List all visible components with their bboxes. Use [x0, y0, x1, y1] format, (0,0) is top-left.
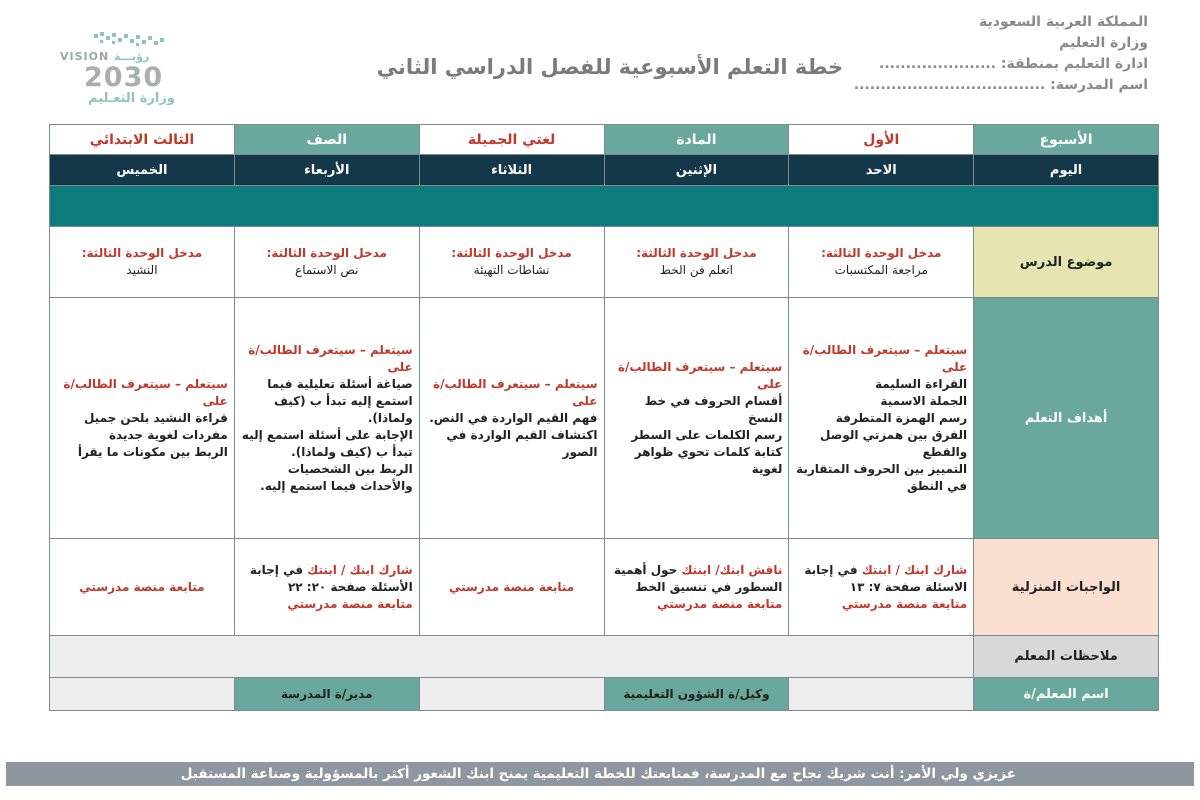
- ministry-name: وزارة التعليم: [1059, 35, 1148, 51]
- class-value: الثالث الابتدائي: [50, 125, 235, 155]
- principal-name-field[interactable]: [50, 678, 235, 711]
- homework-cell: متابعة منصة مدرستي: [50, 539, 235, 636]
- header-info: [818, 12, 1148, 96]
- teal-band: [50, 186, 1159, 227]
- logo-year-text: 2030: [84, 62, 164, 93]
- topic-label: موضوع الدرس: [974, 227, 1159, 298]
- homework-row: [50, 539, 1159, 636]
- objectives-label: أهداف التعلم: [974, 298, 1159, 539]
- day-tuesday: الثلاثاء: [419, 155, 604, 186]
- homework-label: الواجبات المنزلية: [974, 539, 1159, 636]
- homework-cell: ناقش ابنك/ ابنتك حول أهمية السطور في تنسيق الخط متابعة منصة مدرستي: [604, 539, 789, 636]
- weekly-plan-table: [49, 124, 1159, 711]
- info-row: [50, 125, 1159, 155]
- country-name: المملكة العربية السعودية: [979, 14, 1148, 30]
- objectives-row: [50, 298, 1159, 539]
- day-wednesday: الأربعاء: [234, 155, 419, 186]
- objectives-cell: سيتعلم – سيتعرف الطالب/ة على فهم القيم الواردة في النص. اكتشاف القيم الواردة في الصور: [419, 298, 604, 539]
- logo-ministry-text: وزارة التعـليم: [88, 91, 175, 106]
- objectives-cell: سيتعلم – سيتعرف الطالب/ة على صياغة أسئلة تعليلية فيما استمع إليه تبدأ ب (كيف ولماذا). الإجابة على أسئلة استمع إليه تبدأ ب (كيف ولماذا). الربط بين الشخصيات والأحداث فيما استمع إليه.: [234, 298, 419, 539]
- homework-cell: متابعة منصة مدرستي: [419, 539, 604, 636]
- objectives-cell: سيتعلم – سيتعرف الطالب/ة على أقسام الحروف في خط النسخ رسم الكلمات على السطر كتابة كلمات تحوي ظواهر لغوية: [604, 298, 789, 539]
- logo-vision-text: VISION رؤيـــة: [60, 50, 150, 63]
- affairs-label: وكيل/ة الشؤون التعليمية: [604, 678, 789, 711]
- homework-cell: شارك ابنك / ابنتك في إجابة الاسئلة صفحة ٧: ١٣ متابعة منصة مدرستي: [789, 539, 974, 636]
- day-sunday: الاحد: [789, 155, 974, 186]
- notes-field[interactable]: [50, 636, 974, 678]
- topic-cell: مدخل الوحدة الثالثة: اتعلم فن الخط: [604, 227, 789, 298]
- page-title: خطة التعلم الأسبوعية للفصل الدراسي الثاني: [376, 55, 844, 79]
- teacher-name-field[interactable]: [789, 678, 974, 711]
- topic-cell: مدخل الوحدة الثالثة: النشيد: [50, 227, 235, 298]
- notes-row: [50, 636, 1159, 678]
- affairs-name-field[interactable]: [419, 678, 604, 711]
- topic-cell: مدخل الوحدة الثالثة: نشاطات التهيئة: [419, 227, 604, 298]
- homework-cell: شارك ابنك / ابنتك في إجابة الأسئلة صفحة ٢٠: ٢٢ متابعة منصة مدرستي: [234, 539, 419, 636]
- region-field: ادارة التعليم بمنطقة: ......................: [879, 56, 1148, 72]
- subject-value: لغتي الجميلة: [419, 125, 604, 155]
- topic-cell: مدخل الوحدة الثالثة: مراجعة المكتسبات: [789, 227, 974, 298]
- logo-dots-icon: [92, 30, 172, 48]
- day-label: اليوم: [974, 155, 1159, 186]
- parent-message-banner: [6, 762, 1194, 786]
- teal-band-row: [50, 186, 1159, 227]
- days-row: [50, 155, 1159, 186]
- week-value: الأول: [789, 125, 974, 155]
- objectives-cell: سيتعلم – سيتعرف الطالب/ة على قراءة النشيد بلحن جميل مفردات لغوية جديدة الربط بين مكونات ما يقرأ: [50, 298, 235, 539]
- teacher-name-label: اسم المعلم/ة: [974, 678, 1159, 711]
- subject-label: المادة: [604, 125, 789, 155]
- principal-label: مدير/ة المدرسة: [234, 678, 419, 711]
- vision-2030-logo: [60, 28, 180, 110]
- topic-row: [50, 227, 1159, 298]
- objectives-cell: سيتعلم – سيتعرف الطالب/ة على القراءة السليمة الجملة الاسمية رسم الهمزة المتطرفة الفرق بين همزتي الوصل والقطع التمييز بين الحروف المتقاربة في النطق: [789, 298, 974, 539]
- parent-message-text: عزيزي ولي الأمر: أنت شريك نجاح مع المدرسة، فمتابعتك للخطة التعليمية يمنح ابنك الشعور أكثر بالمسؤولية وصناعة المستقبل: [180, 766, 1016, 782]
- day-monday: الإثنين: [604, 155, 789, 186]
- topic-cell: مدخل الوحدة الثالثة: نص الاستماع: [234, 227, 419, 298]
- notes-label: ملاحظات المعلم: [974, 636, 1159, 678]
- week-label: الأسبوع: [974, 125, 1159, 155]
- day-thursday: الخميس: [50, 155, 235, 186]
- school-field: اسم المدرسة: ....................................: [853, 77, 1148, 93]
- class-label: الصف: [234, 125, 419, 155]
- names-row: [50, 678, 1159, 711]
